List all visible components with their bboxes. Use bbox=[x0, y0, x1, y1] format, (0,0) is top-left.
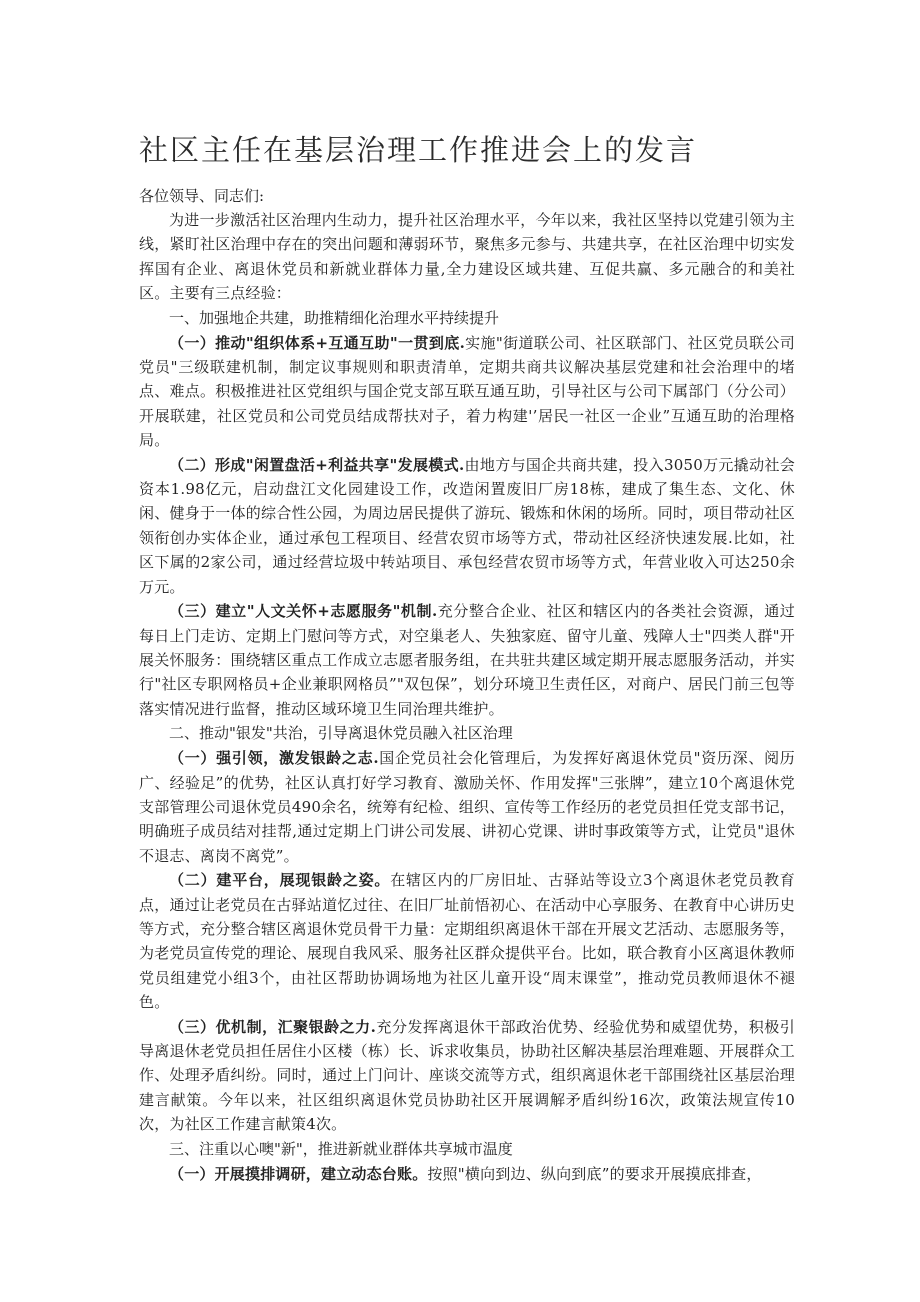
section-3-heading: 三、注重以心噢"新"，推进新就业群体共享城市温度 bbox=[169, 1139, 513, 1158]
item-lead: （一）强引领，激发银龄之志. bbox=[169, 749, 379, 768]
item-text: 按照"横向到边、纵向到底”的要求开展摸底排查， bbox=[427, 1164, 762, 1183]
salutation: 各位领导、同志们: bbox=[139, 187, 265, 205]
item-lead: （二）形成"闲置盘活+利益共享"发展模式. bbox=[169, 455, 465, 474]
item-lead: （三）建立"人文关怀+志愿服务"机制. bbox=[169, 602, 438, 621]
item-lead: （三）优机制，汇聚银龄之力. bbox=[169, 1017, 377, 1036]
item-text: 由地方与国企共商共建，投入3050万元撬动社会资本1.98亿元，启动盘江文化园建设工作，改造闲置废旧厂房18栋，建成了集生态、文化、休闲、健身于一体的综合性公园，为周边居民提供了游玩、锻炼和休闲的场所。同时，项目带动社区领衔创办实体企业，通过承包工程项目、经营农贸市场等方式，带动社区经济快速发展.比如，社区下属的2家公司，通过经营垃圾中转站项目、承包经营农贸市场等方式，年营业收入可达250余万元。 bbox=[139, 455, 795, 596]
document-title: 社区主任在基层治理工作推进会上的发言 bbox=[139, 133, 698, 167]
section-2-heading: 二、推动"银发"共治，引导离退休党员融入社区治理 bbox=[169, 724, 513, 743]
item-text: 国企党员社会化管理后，为发挥好离退休党员"资历深、阅历广、经验足”的优势，社区认真打好学习教育、激励关怀、作用发挥"三张牌”，建立10个离退休党支部管理公司退休党员490余名，统筹有纪检、组织、宣传等工作经历的老党员担任党支部书记，明确班子成员结对挂帮,通过定期上门讲公司发展、讲初心党课、讲时事政策等方式，让党员"退休不退志、离岗不离党”。 bbox=[139, 749, 795, 865]
section-3-item-1 bbox=[139, 1162, 795, 1186]
section-1-item-2 bbox=[139, 453, 795, 599]
section-2-item-3 bbox=[139, 1015, 795, 1137]
section-2-item-2 bbox=[139, 868, 795, 1014]
item-text: 在辖区内的厂房旧址、古驿站等设立3个离退休老党员教育点，通过让老党员在古驿站道忆过往、在旧厂址前悟初心、在活动中心享服务、在教育中心讲历史等方式，充分整合辖区离退休党员骨干力量：定期组织离退休干部在开展文艺活动、志愿服务等，为老党员宣传党的理论、展现自我风采、服务社区群众提供平台。比如，联合教育小区离退休教师党员组建党小组3个，由社区帮助协调场地为社区儿童开设“周末课堂”，推动党员教师退休不褪色。 bbox=[139, 871, 795, 1012]
intro-paragraph: 为进一步激活社区治理内生动力，提升社区治理水平，今年以来，我社区坚持以党建引领为主线，紧盯社区治理中存在的突出问题和薄弱环节，聚焦多元参与、共建共享，在社区治理中切实发挥国有企业、离退休党员和新就业群体力量,全力建设区域共建、互促共赢、多元融合的和美社区。主要有三点经验： bbox=[139, 211, 795, 303]
item-text: 实施"街道联公司、社区联部门、社区党员联公司党员"三级联建机制，制定议事规则和职责清单，定期共商共议解决基层党建和社会治理中的堵点、难点。积极推进社区党组织与国企党支部互联互通互助，引导社区与公司下属部门（分公司）开展联建，社区党员和公司党员结成帮扶对子，着力构建'’居民一社区一企业”互通互助的治理格局。 bbox=[139, 333, 796, 450]
section-1-item-3 bbox=[139, 599, 795, 721]
section-1-heading: 一、加强地企共建，助推精细化治理水平持续提升 bbox=[169, 308, 500, 327]
document-body bbox=[139, 130, 795, 1186]
item-text: 充分整合企业、社区和辖区内的各类社会资源，通过每日上门走访、定期上门慰问等方式，对空巢老人、失独家庭、留守儿童、残障人士"四类人群"开展关怀服务：围绕辖区重点工作成立志愿者服务组，在共驻共建区域定期开展志愿服务活动，并实行"社区专职网格员+企业兼职网格员”"双包保”，划分环境卫生责任区，对商户、居民门前三包等落实情况进行监督，推动区域环境卫生同治理共维护。 bbox=[139, 602, 795, 718]
section-1-item-1 bbox=[139, 331, 795, 453]
item-lead: （一）开展摸排调研，建立动态台账。 bbox=[169, 1164, 428, 1183]
item-lead: （一）推动"组织体系+互通互助"一贯到底. bbox=[169, 333, 465, 352]
item-text: 充分发挥离退休干部政治优势、经验优势和威望优势，积极引导离退休老党员担任居住小区楼（栋）长、诉求收集员，协助社区解决基层治理难题、开展群众工作、处理矛盾纠纷。同时，通过上门问计、座谈交流等方式，组织离退休老干部围绕社区基层治理建言献策。今年以来，社区组织离退休党员协助社区开展调解矛盾纠纷16次，政策法规宣传10次，为社区工作建言献策4次。 bbox=[139, 1017, 795, 1134]
item-lead: （二）建平台，展现银龄之姿。 bbox=[169, 871, 391, 890]
section-2-item-1 bbox=[139, 746, 795, 868]
